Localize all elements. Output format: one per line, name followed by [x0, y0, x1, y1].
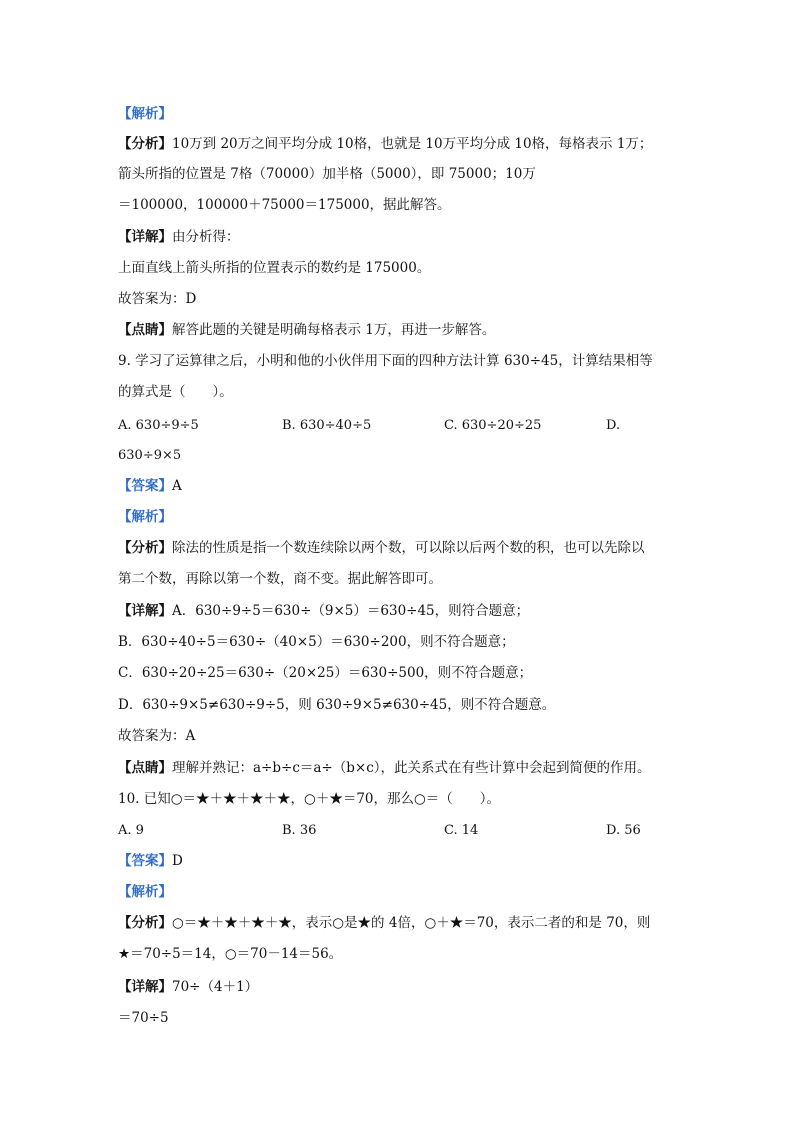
q9-option-c: C. 630÷20÷25 [444, 418, 542, 433]
text-line: 第二个数，再除以第一个数，商不变。据此解答即可。 [118, 571, 442, 587]
key-point-tag: 【点睛】 [118, 322, 172, 338]
text-line: ＝100000，100000＋75000＝175000，据此解答。 [118, 197, 451, 213]
text-line: 箭头所指的位置是 7格（70000）加半格（5000），即 75000；10万 [118, 166, 536, 182]
q9-final-answer: 故答案为：A [118, 728, 196, 744]
text-line: 上面直线上箭头所指的位置表示的数约是 175000。 [118, 260, 431, 276]
q9-detail-line: 【详解】A．630÷9÷5＝630÷（9×5）＝630÷45，则符合题意； [118, 603, 530, 619]
q10-detail-line: 【详解】70÷（4＋1） [118, 979, 259, 995]
question-9: 9. 学习了运算律之后，小明和他的小伙伴用下面的四种方法计算 630÷45，计算结果相等 [118, 353, 653, 369]
text-line: C．630÷20÷25＝630÷（20×25）＝630÷500，则不符合题意； [118, 665, 533, 681]
q10-option-a: A. 9 [118, 823, 144, 838]
analysis-heading-q8: 【解析】 [118, 106, 172, 122]
key-point-line-q8: 【点睛】解答此题的关键是明确每格表示 1万，再进一步解答。 [118, 322, 496, 338]
q10-analysis-line: 【分析】○＝★＋★＋★＋★，表示○是★的 4倍，○＋★＝70，表示二者的和是 70，则 [118, 915, 651, 931]
q9-option-a: A. 630÷9÷5 [118, 418, 199, 433]
question-10: 10. 已知○＝★＋★＋★＋★，○＋★＝70，那么○＝（ ）。 [118, 791, 501, 807]
analysis-tag: 【分析】 [118, 136, 172, 152]
q10-option-d: D. 56 [606, 823, 641, 838]
text-line: B．630÷40÷5＝630÷（40×5）＝630÷200，则不符合题意； [118, 634, 515, 650]
text-line: ＝70÷5 [118, 1010, 169, 1026]
q10-answer: 【答案】D [118, 853, 183, 869]
question-9-cont: 的算式是（ ）。 [118, 384, 233, 400]
answer-line: 故答案为：D [118, 291, 197, 307]
text-line: ★＝70÷5＝14，○＝70－14＝56。 [118, 946, 343, 962]
q9-option-d: D. [606, 418, 621, 433]
q9-analysis-line: 【分析】除法的性质是指一个数连续除以两个数，可以除以后两个数的积，也可以先除以 [118, 540, 645, 556]
analysis-line-q8: 【分析】10万到 20万之间平均分成 10格，也就是 10万平均分成 10格，每格表示 1万； [118, 136, 653, 152]
q9-option-d-value: 630÷9×5 [118, 448, 182, 463]
q9-answer: 【答案】A [118, 478, 182, 494]
q10-analysis-heading: 【解析】 [118, 884, 172, 900]
text-line: D．630÷9×5≠630÷9÷5，则 630÷9×5≠630÷45，则不符合题意。 [118, 697, 556, 713]
detail-line-q8: 【详解】由分析得： [118, 229, 240, 245]
q9-option-b: B. 630÷40÷5 [282, 418, 372, 433]
detail-tag: 【详解】 [118, 229, 172, 245]
q9-key-point: 【点睛】理解并熟记：a÷b÷c＝a÷（b×c），此关系式在有些计算中会起到简便的作用。 [118, 760, 651, 776]
q9-analysis-heading: 【解析】 [118, 509, 172, 525]
q10-option-b: B. 36 [282, 823, 317, 838]
q10-option-c: C. 14 [444, 823, 479, 838]
